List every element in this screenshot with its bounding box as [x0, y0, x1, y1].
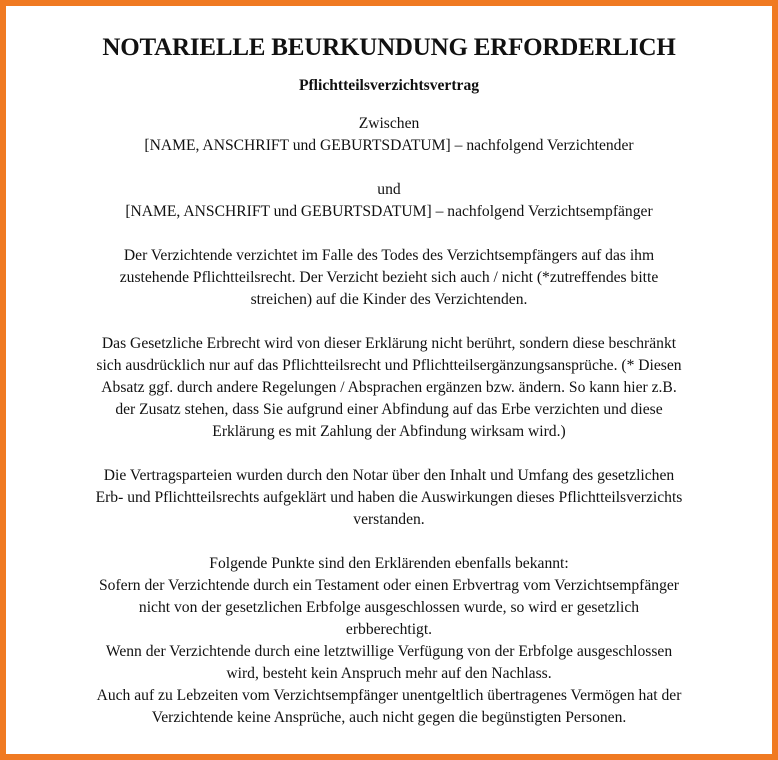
paragraph-line: nicht von der gesetzlichen Erbfolge ausgeschlossen wurde, so wird er gesetzlich	[138, 599, 640, 616]
paragraph-line: sich ausdrücklich nur auf das Pflichtteilsrecht und Pflichtteilsergänzungsansprüche. (* Diesen	[96, 357, 682, 374]
paragraph-line: Erb- und Pflichtteilsrechts aufgeklärt und haben die Auswirkungen dieses Pflichtteilsverzichts	[95, 489, 683, 506]
document-title: NOTARIELLE BEURKUNDUNG ERFORDERLICH	[102, 34, 676, 61]
paragraph-line: Die Vertragsparteien wurden durch den Notar über den Inhalt und Umfang des gesetzlichen	[103, 467, 675, 484]
paragraph-line: Verzichtende keine Ansprüche, auch nicht gegen die begünstigten Personen.	[151, 709, 627, 726]
paragraph-line: streichen) auf die Kinder des Verzichtenden.	[250, 291, 528, 308]
paragraph-line: Das Gesetzliche Erbrecht wird von dieser Erklärung nicht berührt, sondern diese beschränkt	[101, 335, 677, 352]
paragraph-line: wird, besteht kein Anspruch mehr auf den Nachlass.	[226, 665, 552, 682]
paragraph-known-points	[20, 553, 758, 729]
paragraph-line: Absatz ggf. durch andere Regelungen / Absprachen ergänzen bzw. ändern. So kann hier z.B.	[101, 379, 677, 396]
paragraph-line: Der Verzichtende verzichtet im Falle des Todes des Verzichtsempfängers auf das ihm	[123, 247, 655, 264]
party-2-placeholder: [NAME, ANSCHRIFT und GEBURTSDATUM] – nachfolgend Verzichtsempfänger	[125, 203, 653, 220]
paragraph-line: verstanden.	[353, 511, 425, 528]
party-1-placeholder: [NAME, ANSCHRIFT und GEBURTSDATUM] – nachfolgend Verzichtender	[144, 137, 634, 154]
between-label: Zwischen	[358, 115, 420, 132]
paragraph-line: erbberechtigt.	[345, 621, 433, 638]
paragraph-waiver	[20, 245, 758, 311]
paragraph-line: der Zusatz stehen, dass Sie aufgrund einer Abfindung auf das Erbe verzichten und diese	[115, 401, 663, 418]
paragraph-notary-info	[20, 465, 758, 531]
paragraph-line: Sofern der Verzichtende durch ein Testament oder einen Erbvertrag vom Verzichtsempfänger	[99, 577, 679, 594]
document-body	[20, 32, 758, 751]
parties-block-1	[20, 113, 758, 157]
and-label: und	[377, 181, 401, 198]
parties-block-2	[20, 179, 758, 223]
paragraph-inheritance-law	[20, 333, 758, 443]
paragraph-line: Folgende Punkte sind den Erklärenden ebenfalls bekannt:	[209, 555, 569, 572]
document-subtitle: Pflichtteilsverzichtsvertrag	[298, 77, 480, 94]
paragraph-line: Auch auf zu Lebzeiten vom Verzichtsempfänger unentgeltlich übertragenes Vermögen hat der	[96, 687, 682, 704]
paragraph-line: zustehende Pflichtteilsrecht. Der Verzicht bezieht sich auch / nicht (*zutreffendes bitte	[119, 269, 659, 286]
paragraph-line: Erklärung es mit Zahlung der Abfindung wirksam wird.)	[212, 423, 566, 440]
paragraph-line: Wenn der Verzichtende durch eine letztwillige Verfügung von der Erbfolge ausgeschlossen	[105, 643, 673, 660]
